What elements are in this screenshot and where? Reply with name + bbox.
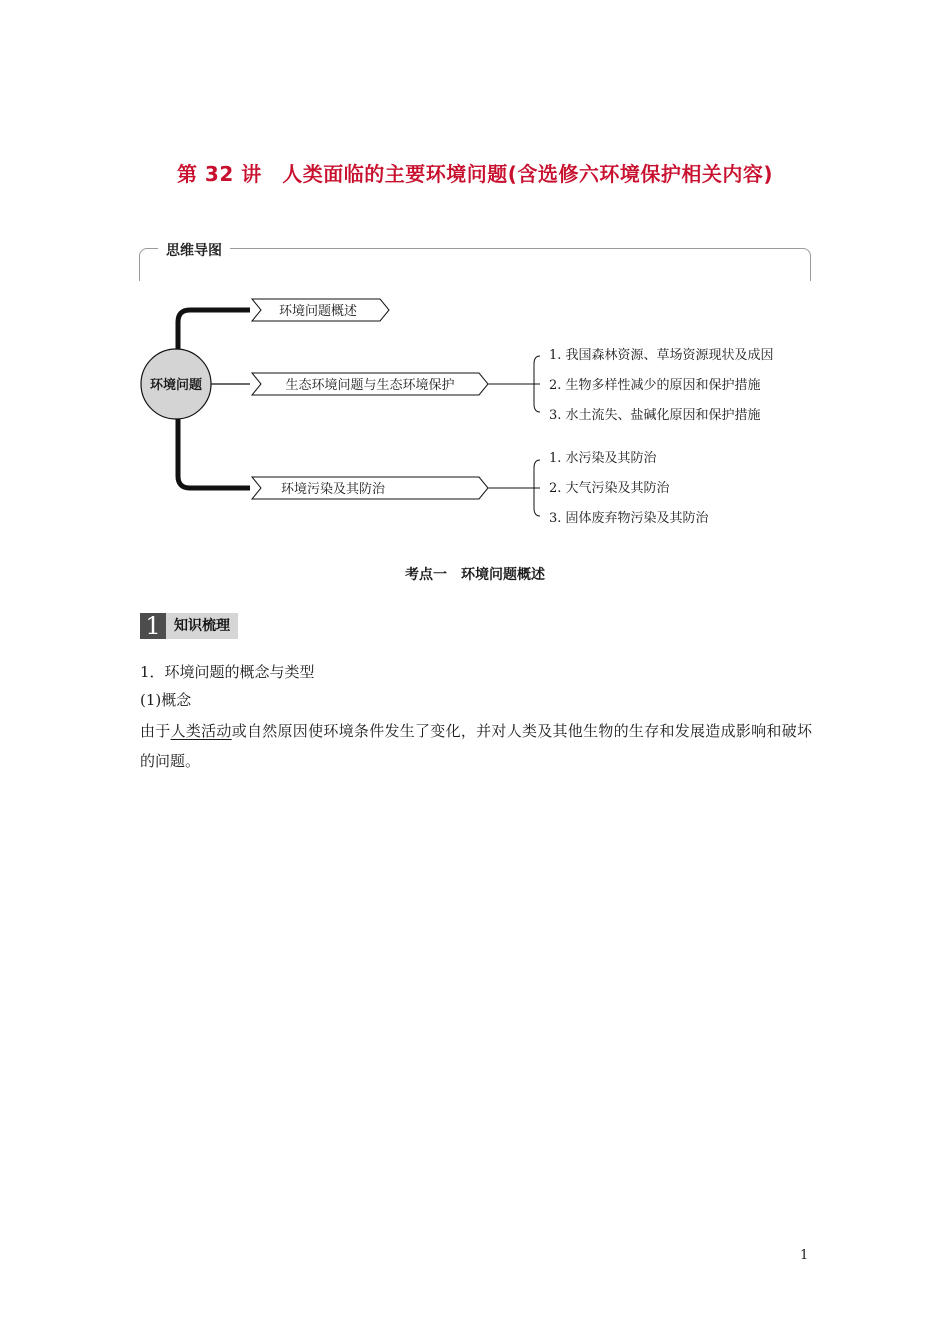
mindmap-diagram (0, 0, 950, 560)
definition-rest: 或自然原因使环境条件发生了变化，并对人类及其他生物的生存和发展造成影响和破坏的问题。 (140, 722, 812, 770)
center-label: 环境问题 (149, 378, 203, 393)
item-subheading: (1)概念 (140, 691, 192, 709)
branch-label-3: 环境污染及其防治 (280, 482, 386, 497)
definition-underlined: 人类活动 (170, 722, 232, 740)
subitem-2-1: 1. 我国森林资源、草场资源现状及成因 (549, 348, 774, 363)
subitem-3-3: 3. 固体废弃物污染及其防治 (549, 511, 709, 526)
definition-paragraph (140, 716, 812, 776)
definition-prefix: 由于 (140, 722, 171, 740)
knowledge-badge (140, 613, 238, 639)
badge-number: 1 (140, 613, 166, 639)
item-heading: 1．环境问题的概念与类型 (140, 663, 315, 681)
subitem-2-2: 2. 生物多样性减少的原因和保护措施 (549, 378, 761, 393)
subitem-3-2: 2. 大气污染及其防治 (549, 481, 670, 496)
page-number: 1 (800, 1248, 809, 1263)
subitem-2-3: 3. 水土流失、盐碱化原因和保护措施 (549, 408, 761, 423)
subitem-3-1: 1. 水污染及其防治 (549, 451, 657, 466)
branch-label-2: 生态环境问题与生态环境保护 (285, 378, 455, 393)
badge-label: 知识梳理 (166, 613, 238, 639)
subbranch-connector-3 (488, 460, 540, 516)
mindmap-label: 思维导图 (158, 240, 230, 260)
page-title: 第 32 讲 人类面临的主要环境问题(含选修六环境保护相关内容) (176, 162, 774, 186)
subbranch-connector-2 (488, 356, 540, 412)
branch-label-1: 环境问题概述 (278, 304, 358, 319)
section-heading: 考点一 环境问题概述 (405, 567, 545, 583)
